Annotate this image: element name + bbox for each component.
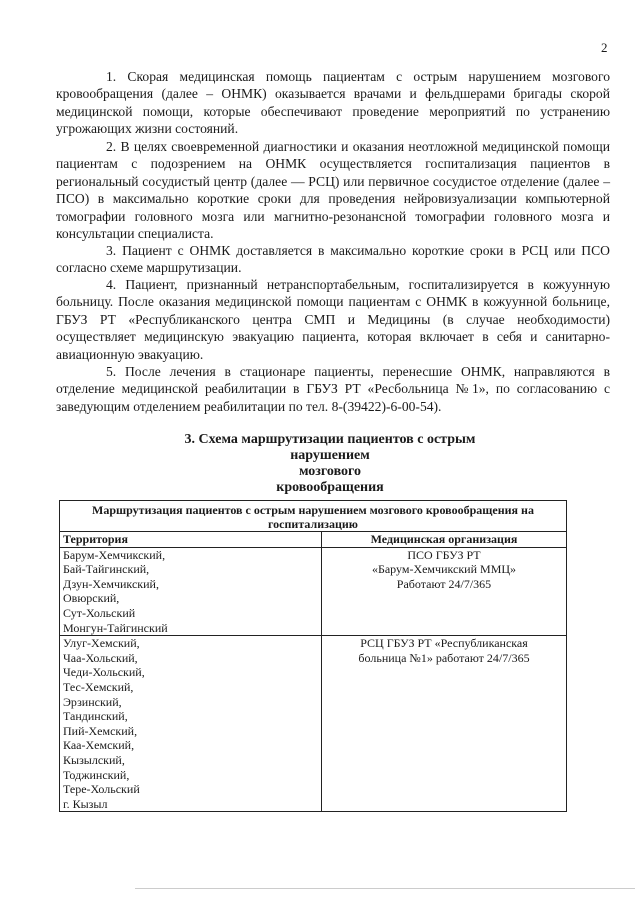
territory-item: Дзун-Хемчикский, [63, 576, 159, 591]
routing-table [59, 500, 567, 812]
footer-divider [135, 888, 635, 889]
territory-item: Сут-Хольский [63, 605, 136, 620]
table-caption-row [60, 501, 567, 532]
territory-item: Барум-Хемчикский, [63, 547, 166, 562]
territory-item: Тере-Хольский [63, 782, 140, 797]
page-number: 2 [601, 40, 608, 55]
organization-line: «Барум-Хемчикский ММЦ» [371, 562, 517, 577]
organization-cell [322, 547, 567, 636]
column-header-organization: Медицинская организация [322, 532, 567, 548]
organization-line: РСЦ ГБУЗ РТ «Республиканская [360, 636, 528, 651]
territory-item: Тоджинский, [63, 767, 130, 782]
territory-cell [60, 547, 322, 636]
territory-item: Пий-Хемский, [63, 723, 138, 738]
organization-line: больница №1» работают 24/7/365 [358, 650, 530, 665]
organization-line: ПСО ГБУЗ РТ [407, 547, 481, 562]
territory-item: Эрзинский, [63, 694, 122, 709]
territory-item: Тес-Хемский, [63, 679, 134, 694]
paragraph-1: 1. Скорая медицинская помощь пациентам с острым нарушением мозгового кровообращения (далее – ОНМК) оказывается врачами и фельдшерами бригады скорой медицинской помощи, которые обеспечивают проведение мероприятий по устранению угрожающих жизни состояний. [56, 69, 610, 137]
territory-item: Чеди-Хольский, [63, 665, 145, 680]
table-row [60, 636, 567, 812]
territory-item: Каа-Хемский, [63, 738, 135, 753]
territory-item: Овюрский, [63, 591, 120, 606]
paragraph-4: 4. Пациент, признанный нетранспортабельным, госпитализируется в кожуунную больницу. После оказания медицинской помощи пациентам с ОНМК в кожуунной больнице, ГБУЗ РТ «Республиканского центра СМП и Медицины (в случае необходимости) осуществляет медицинскую эвакуацию пациента, которая включает в себя и санитарно-авиационную эвакуацию. [56, 277, 610, 362]
territory-item: Улуг-Хемский, [63, 636, 140, 651]
paragraph-2: 2. В целях своевременной диагностики и оказания неотложной медицинской помощи пациентам с подозрением на ОНМК осуществляется госпитализация пациентов в региональный сосудистый центр (далее — РСЦ) или первичное сосудистое отделение (далее – ПСО) в максимально короткие сроки для проведения нейровизуализации компьютерной томографии головного мозга или магнитно-резонансной томографии головного мозга и консультации специалиста. [56, 139, 610, 242]
section-title-line-3: кровообращения [276, 480, 384, 495]
territory-item: Бай-Тайгинский, [63, 562, 150, 577]
paragraph-5: 5. После лечения в стационаре пациенты, перенесшие ОНМК, направляются в отделение медицинской реабилитации в ГБУЗ РТ «Ресбольница №1», по согласованию с заведующим отделением реабилитации по тел. 8-(39422)-6-00-54). [56, 364, 610, 414]
territory-item: Тандинский, [63, 709, 128, 724]
paragraph-3: 3. Пациент с ОНМК доставляется в максимально короткие сроки в РСЦ или ПСО согласно схеме маршрутизации. [56, 243, 610, 276]
column-header-territory: Территория [60, 532, 322, 548]
table-row [60, 547, 567, 636]
territory-item: г. Кызыл [63, 796, 108, 811]
section-title-line-2: мозгового [298, 464, 362, 479]
territory-item: Кызылский, [63, 752, 125, 767]
territory-item: Чаа-Хольский, [63, 650, 138, 665]
table-caption: Маршрутизация пациентов с острым нарушением мозгового кровообращения на госпитализацию [60, 501, 567, 532]
organization-cell [322, 636, 567, 812]
territory-cell [60, 636, 322, 812]
section-title-line-1: 3. Схема маршрутизации пациентов с острым нарушением [184, 432, 476, 463]
territory-item: Монгун-Тайгинский [63, 620, 168, 635]
table-header-row [60, 532, 567, 548]
organization-line: Работают 24/7/365 [396, 576, 492, 591]
section-title [150, 432, 510, 496]
